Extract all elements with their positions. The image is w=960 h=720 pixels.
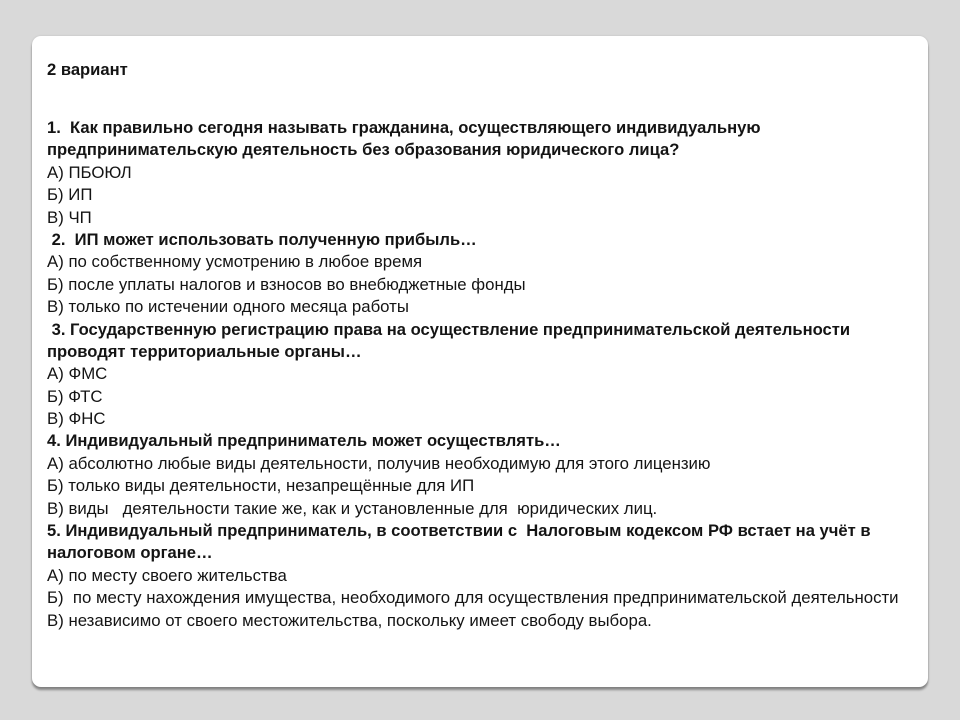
question-1-option-a: А) ПБОЮЛ xyxy=(47,162,132,182)
question-3-option-a: А) ФМС xyxy=(47,364,108,384)
question-4-text-line-1: 4. Индивидуальный предприниматель может осуществлять… xyxy=(47,431,561,451)
question-5-option-c: В) независимо от своего местожительства, поскольку имеет свободу выбора. xyxy=(47,610,652,630)
question-3-text-line-1: 3. Государственную регистрацию права на осуществление предпринимательской деятельности xyxy=(47,319,851,339)
question-1-text-line-2: предпринимательскую деятельность без образования юридического лица? xyxy=(47,140,680,160)
question-5-text-line-2: налоговом органе… xyxy=(47,543,213,563)
question-1-option-b: Б) ИП xyxy=(47,185,93,205)
question-2-text-line-1: 2. ИП может использовать полученную прибыль… xyxy=(47,229,477,249)
question-5-option-b: Б) по месту нахождения имущества, необходимого для осуществления предпринимательской деятельности xyxy=(47,588,899,608)
question-list xyxy=(47,117,917,632)
question-3-text-line-2: проводят территориальные органы… xyxy=(47,341,362,361)
question-5-option-a: А) по месту своего жительства xyxy=(47,565,287,585)
slide-card xyxy=(32,36,928,687)
question-2-option-c: В) только по истечении одного месяца работы xyxy=(47,297,409,317)
question-5-text-line-1: 5. Индивидуальный предприниматель, в соответствии с Налоговым кодексом РФ встает на учёт в xyxy=(47,521,871,541)
question-2-option-b: Б) после уплаты налогов и взносов во внебюджетные фонды xyxy=(47,274,526,294)
question-3-option-c: В) ФНС xyxy=(47,409,106,429)
variant-title: 2 вариант xyxy=(47,60,128,79)
question-1-option-c: В) ЧП xyxy=(47,207,92,227)
question-3-option-b: Б) ФТС xyxy=(47,386,103,406)
question-2-option-a: А) по собственному усмотрению в любое время xyxy=(47,252,423,272)
question-4-option-c: В) виды деятельности такие же, как и установленные для юридических лиц. xyxy=(47,498,658,518)
question-4-option-a: А) абсолютно любые виды деятельности, получив необходимую для этого лицензию xyxy=(47,453,711,473)
question-4-option-b: Б) только виды деятельности, незапрещённые для ИП xyxy=(47,476,475,496)
question-1-text-line-1: 1. Как правильно сегодня называть гражданина, осуществляющего индивидуальную xyxy=(47,118,761,137)
